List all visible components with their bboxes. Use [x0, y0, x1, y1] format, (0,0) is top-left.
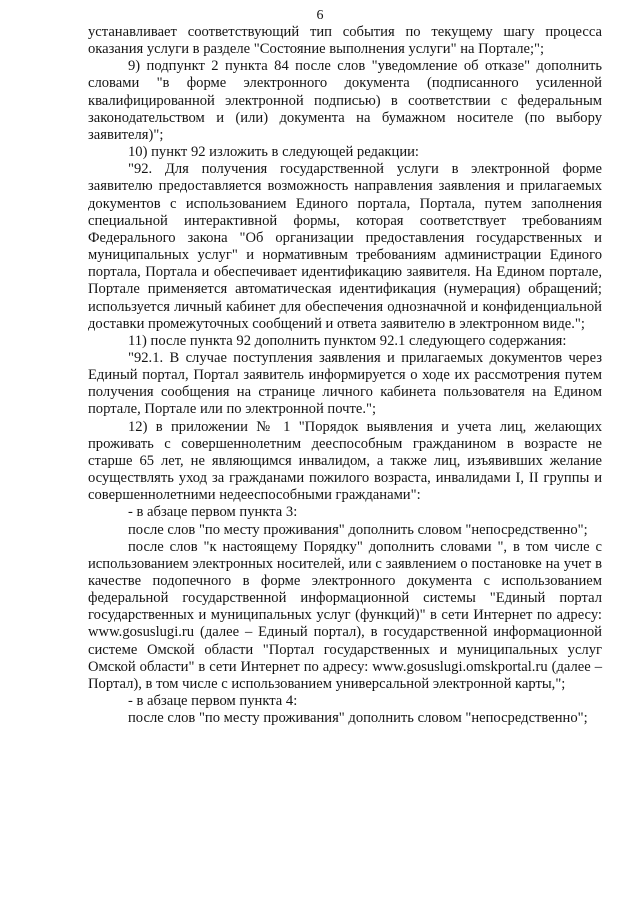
paragraph-item-12: 12) в приложении № 1 "Порядок выявления и учета лиц, желающих проживать с совершеннолетним дееспособным гражданином в возрасте не старше 65 лет, не являющимся инвалидом, а также лиц, изъявивших желание осуществлять уход за гражданами пожилого возраста, инвалидами I, II группы и совершеннолетними недееспособными гражданами": — [88, 418, 602, 504]
paragraph-item-11: 11) после пункта 92 дополнить пунктом 92.1 следующего содержания: — [128, 332, 567, 349]
paragraph-continuation: устанавливает соответствующий тип события по текущему шагу процесса оказания услуги в разделе "Состояние выполнения услуги" на Портале;"; — [88, 24, 602, 58]
paragraph-item-9: 9) подпункт 2 пункта 84 после слов "уведомление об отказе" дополнить словами "в форме электронного документа (подписанного усиленной квалифицированной электронной подписью) в соответствии с федеральным законодательством и (или) документа на бумажном носителе (по выбору заявителя)"; — [88, 58, 602, 143]
page-number: 6 — [316, 8, 324, 23]
paragraph-quote-92-1: "92.1. В случае поступления заявления и прилагаемых документов через Единый портал, Портал заявитель информируется о ходе их рассмотрения путем получения сообщения на странице личного кабинета пользователя на Едином портале, Портале или по электронной почте."; — [88, 349, 602, 418]
paragraph-clause-3-amend-2: после слов "к настоящему Порядку" дополнить словами ", в том числе с использованием электронных носителей, или с заявлением о постановке на учет в качестве подопечного в форме электронного документа с использованием федеральной государственной информационной системы "Единый портал государственных и муниципальных услуг (функций)" в сети Интернет по адресу: www.gosuslugi.ru (далее – Единый портал), в государственной информационной системе Омской области "Портал государственных и муниципальных услуг Омской области" в сети Интернет по адресу: www.gosuslugi.omskportal.ru (далее – Портал), в том числе с использованием универсальной электронной карты,"; — [88, 538, 602, 692]
paragraph-clause-3-amend-1: после слов "по месту проживания" дополнить словом "непосредственно"; — [128, 521, 588, 538]
paragraph-clause-3: - в абзаце первом пункта 3: — [128, 504, 298, 521]
paragraph-item-10: 10) пункт 92 изложить в следующей редакции: — [128, 144, 419, 161]
document-body — [88, 24, 602, 727]
paragraph-clause-4: - в абзаце первом пункта 4: — [128, 693, 298, 710]
paragraph-clause-4-amend-1: после слов "по месту проживания" дополнить словом "непосредственно"; — [128, 710, 588, 727]
paragraph-quote-92: "92. Для получения государственной услуги в электронной форме заявителю предоставляется возможность направления заявления и прилагаемых документов с использованием Единого портала, Портала, путем заполнения специальной интерактивной формы, которая соответствует требованиям Федерального закона "Об организации предоставления государственных и муниципальных услуг" и нормативным требованиям администрации Единого портала, Портала и обеспечивает идентификацию заявителя. На Едином портале, Портале применяется автоматическая идентификация (нумерация) обращений; используется личный кабинет для обеспечения однозначной и конфиденциальной доставки промежуточных сообщений и ответа заявителю в электронном виде."; — [88, 161, 602, 332]
